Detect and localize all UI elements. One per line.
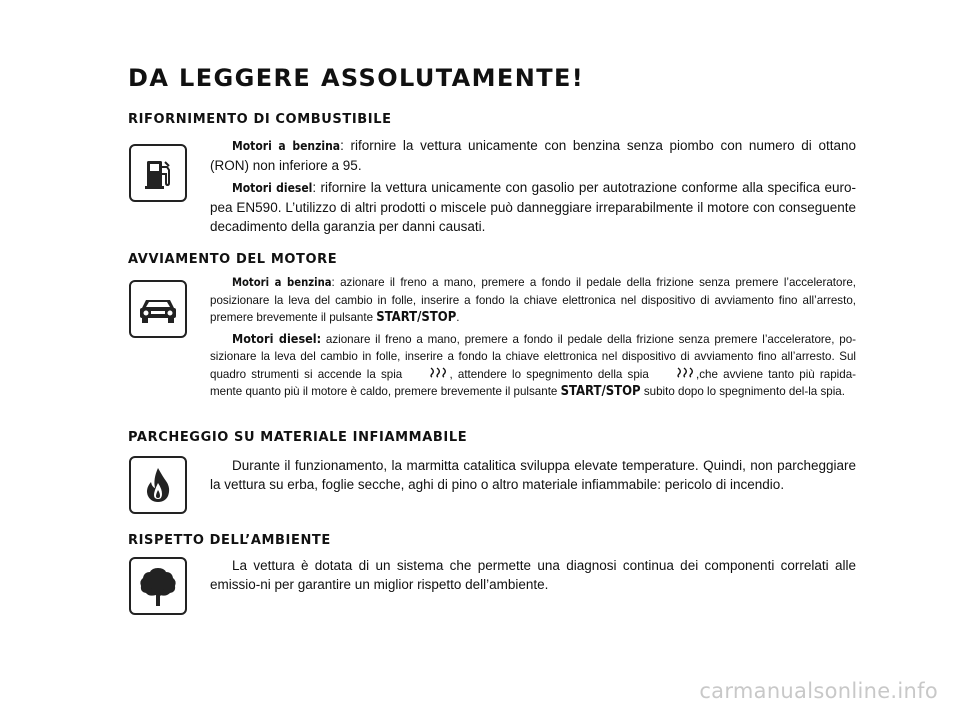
- start-stop-label: START/STOP: [560, 384, 641, 399]
- fuel-pump-icon: [129, 144, 187, 202]
- lead-diesel: Motori diesel: [232, 181, 313, 195]
- text-petrol: : rifornire la vettura unicamente con benzina senza piombo con numero di ottano (RON) non inferiore a 95.: [210, 138, 856, 173]
- start-stop-label: START/STOP: [376, 310, 457, 325]
- paragraph-start-petrol: [210, 274, 856, 327]
- flame-icon: [129, 456, 187, 514]
- paragraph-petrol: [210, 136, 856, 175]
- lead-start-diesel: Motori diesel:: [232, 330, 322, 346]
- paragraph-environment: La vettura è dotata di un sistema che permette una diagnosi continua dei componenti correlati alle emissio-ni per garantire un miglior rispetto dell’ambiente.: [210, 558, 856, 592]
- glow-plug-icon: [654, 366, 696, 384]
- page-title: DA LEGGERE ASSOLUTAMENTE!: [128, 64, 585, 92]
- lead-start-petrol: Motori a benzina: [232, 276, 332, 289]
- section-heading-environment: RISPETTO DELL’AMBIENTE: [128, 533, 331, 548]
- section-heading-flammable: PARCHEGGIO SU MATERIALE INFIAMMABILE: [128, 430, 468, 445]
- paragraph-start-diesel: [210, 330, 856, 401]
- lead-petrol: Motori a benzina: [232, 139, 341, 153]
- car-front-icon: [129, 280, 187, 338]
- section-body-flammable: [210, 456, 856, 497]
- paragraph-diesel: [210, 178, 856, 236]
- watermark: carmanualsonline.info: [699, 679, 938, 703]
- section-body-environment: [210, 556, 856, 597]
- text-start-petrol-end: .: [456, 311, 460, 324]
- section-heading-engine-start: AVVIAMENTO DEL MOTORE: [128, 252, 338, 267]
- section-heading-fuel: RIFORNIMENTO DI COMBUSTIBILE: [128, 112, 392, 127]
- text-diesel: : rifornire la vettura unicamente con gasolio per autotrazione conforme alla specifica euro-pea EN590. L’utilizzo di altri prodotti o miscele può danneggiare irreparabilmente il motore con conseguente decadimento della garanzia per danni causati.: [210, 180, 857, 234]
- paragraph-flammable: Durante il funzionamento, la marmitta catalitica sviluppa elevate temperature. Quindi, non parcheggiare la vettura su erba, foglie secche, aghi di pino o altro materiale infiammabile: pericolo di incendio.: [210, 458, 856, 492]
- tree-icon: [129, 557, 187, 615]
- section-body-engine-start: [210, 274, 856, 404]
- section-body-fuel: [210, 136, 856, 239]
- text-start-diesel-a: azionare il freno a mano, premere a fondo il pedale della frizione senza premere l’acceleratore, po-sizionare la leva del cambio in folle, inserire a fondo la chiave elettronica nel dispositivo di avviamento fino all’arresto. Sul quadro strumenti si accende la spia: [210, 332, 857, 381]
- text-start-diesel-b: , attendere lo spegnimento della spia: [449, 367, 655, 381]
- text-start-petrol: : azionare il freno a mano, premere a fondo il pedale della frizione senza premere l’acceleratore, posizionare la leva del cambio in folle, inserire a fondo la chiave elettronica nel dispositivo di avviamento fino all’arresto, premere brevemente il pulsante: [210, 276, 856, 324]
- glow-plug-icon: [407, 366, 449, 384]
- text-start-diesel-c: ,che avviene tanto più rapida-mente quanto più il motore è caldo, premere brevemente il pulsante: [210, 367, 857, 398]
- text-start-diesel-d: subito dopo lo spegnimento del-la spia.: [640, 385, 845, 398]
